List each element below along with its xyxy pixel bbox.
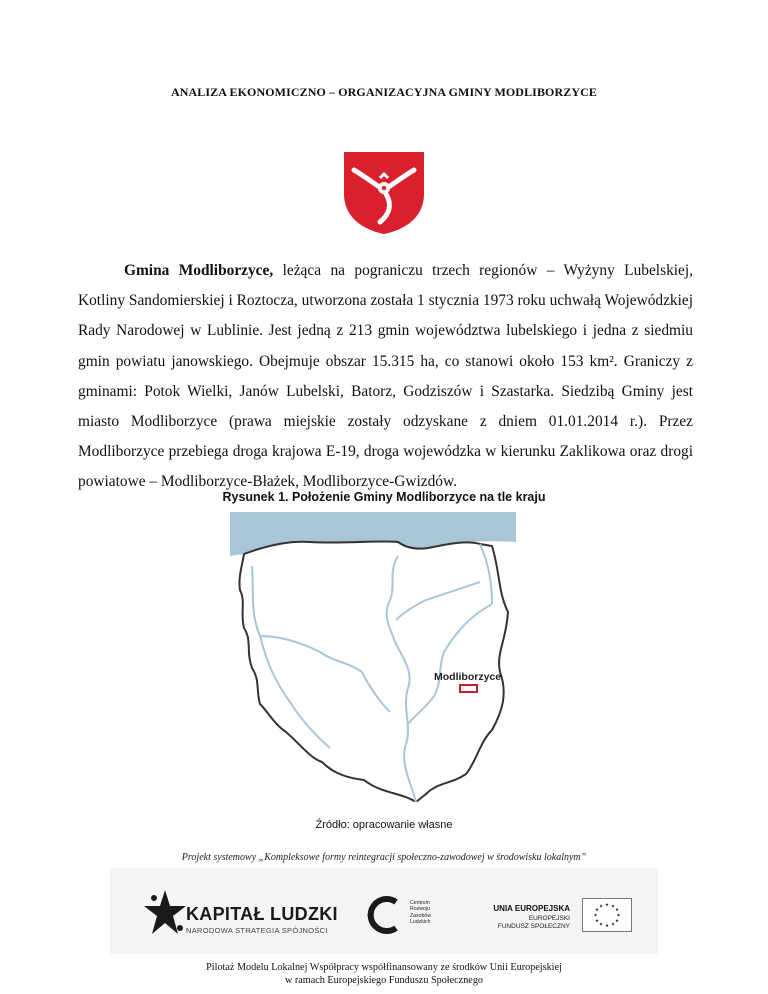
map-label-modliborzyce: Modliborzyce [434, 671, 502, 683]
svg-text:★: ★ [610, 904, 616, 910]
svg-text:★: ★ [598, 922, 604, 928]
kapital-ludzki-subtitle: NARODOWA STRATEGIA SPÓJNOŚCI [186, 926, 328, 935]
svg-text:★: ★ [594, 908, 600, 913]
svg-text:★: ★ [604, 924, 610, 929]
svg-text:★: ★ [614, 908, 620, 913]
figure-source: Źródło: opracowanie własne [315, 819, 453, 831]
eu-flag-icon [582, 898, 632, 932]
svg-text:★: ★ [610, 922, 616, 928]
ue-sub-line2: FUNDUSZ SPOŁECZNY [497, 923, 570, 930]
ue-title: UNIA EUROPEJSKA [493, 904, 570, 913]
crzl-text [410, 900, 431, 926]
project-title: Projekt systemowy „Kompleksowe formy reintegracji społeczno-zawodowej w środowisku lokalnym” [181, 852, 587, 863]
paragraph-body: leżąca na pograniczu trzech regionów – Wyżyny Lubelskiej, Kotliny Sandomierskiej i Roztocza, utworzona została 1 stycznia 1973 roku uchwałą Wojewódzkiej Rady Narodowej w Lublinie. Jest jedną z 213 gmin województwa lubelskiego i jedna z siedmiu gmin powiatu janowskiego. Obejmuje obszar 15.315 ha, co stanowi około 153 km². Graniczy z gminami: Potok Wielki, Janów Lubelski, Batorz, Godziszów i Szastarka. Siedzibą Gminy jest miasto Modliborzyce (prawa miejskie zostały odzyskane z dniem 01.01.2014 r.). Przez Modliborzyce przebiega droga krajowa E-19, droga wojewódzka w kierunku Zaklikowa oraz drogi powiatowe – Modliborzyce-Błażek, Modliborzyce-Gwizdów. [78, 262, 693, 491]
svg-text:★: ★ [594, 919, 600, 924]
crzl-line: Ludzkich [410, 919, 431, 926]
modliborzyce-marker [460, 685, 477, 692]
ue-subtitle [484, 915, 570, 931]
crzl-line: Zasobów [410, 912, 432, 919]
footer [0, 962, 768, 987]
poland-map [230, 512, 516, 802]
intro-paragraph [78, 256, 693, 498]
ue-sub-line1: EUROPEJSKI [528, 915, 570, 922]
footer-line1: Pilotaż Modelu Lokalnej Współpracy współfinansowany ze środków Unii Europejskiej [206, 962, 562, 973]
document-title: ANALIZA EKONOMICZNO – ORGANIZACYJNA GMINY MODLIBORZYCE [171, 85, 597, 99]
crzl-line: Rozwoju [410, 906, 430, 913]
svg-text:★: ★ [616, 913, 621, 919]
logos-banner [110, 868, 658, 954]
svg-text:★: ★ [593, 913, 598, 919]
kapital-ludzki-title: KAPITAŁ LUDZKI [186, 904, 338, 924]
crzl-line: Centrum [410, 900, 430, 906]
footer-line2: w ramach Europejskiego Funduszu Społecznego [284, 974, 484, 986]
svg-text:★: ★ [614, 919, 620, 924]
svg-text:★: ★ [598, 904, 604, 910]
svg-text:★: ★ [604, 903, 610, 908]
coat-of-arms-icon [340, 148, 428, 236]
paragraph-lead: Gmina Modliborzyce, [124, 262, 274, 279]
crzl-logo-icon [366, 894, 408, 936]
figure-caption: Rysunek 1. Położenie Gminy Modliborzyce na tle kraju [222, 490, 546, 504]
kapital-ludzki-logo-icon [142, 888, 188, 938]
